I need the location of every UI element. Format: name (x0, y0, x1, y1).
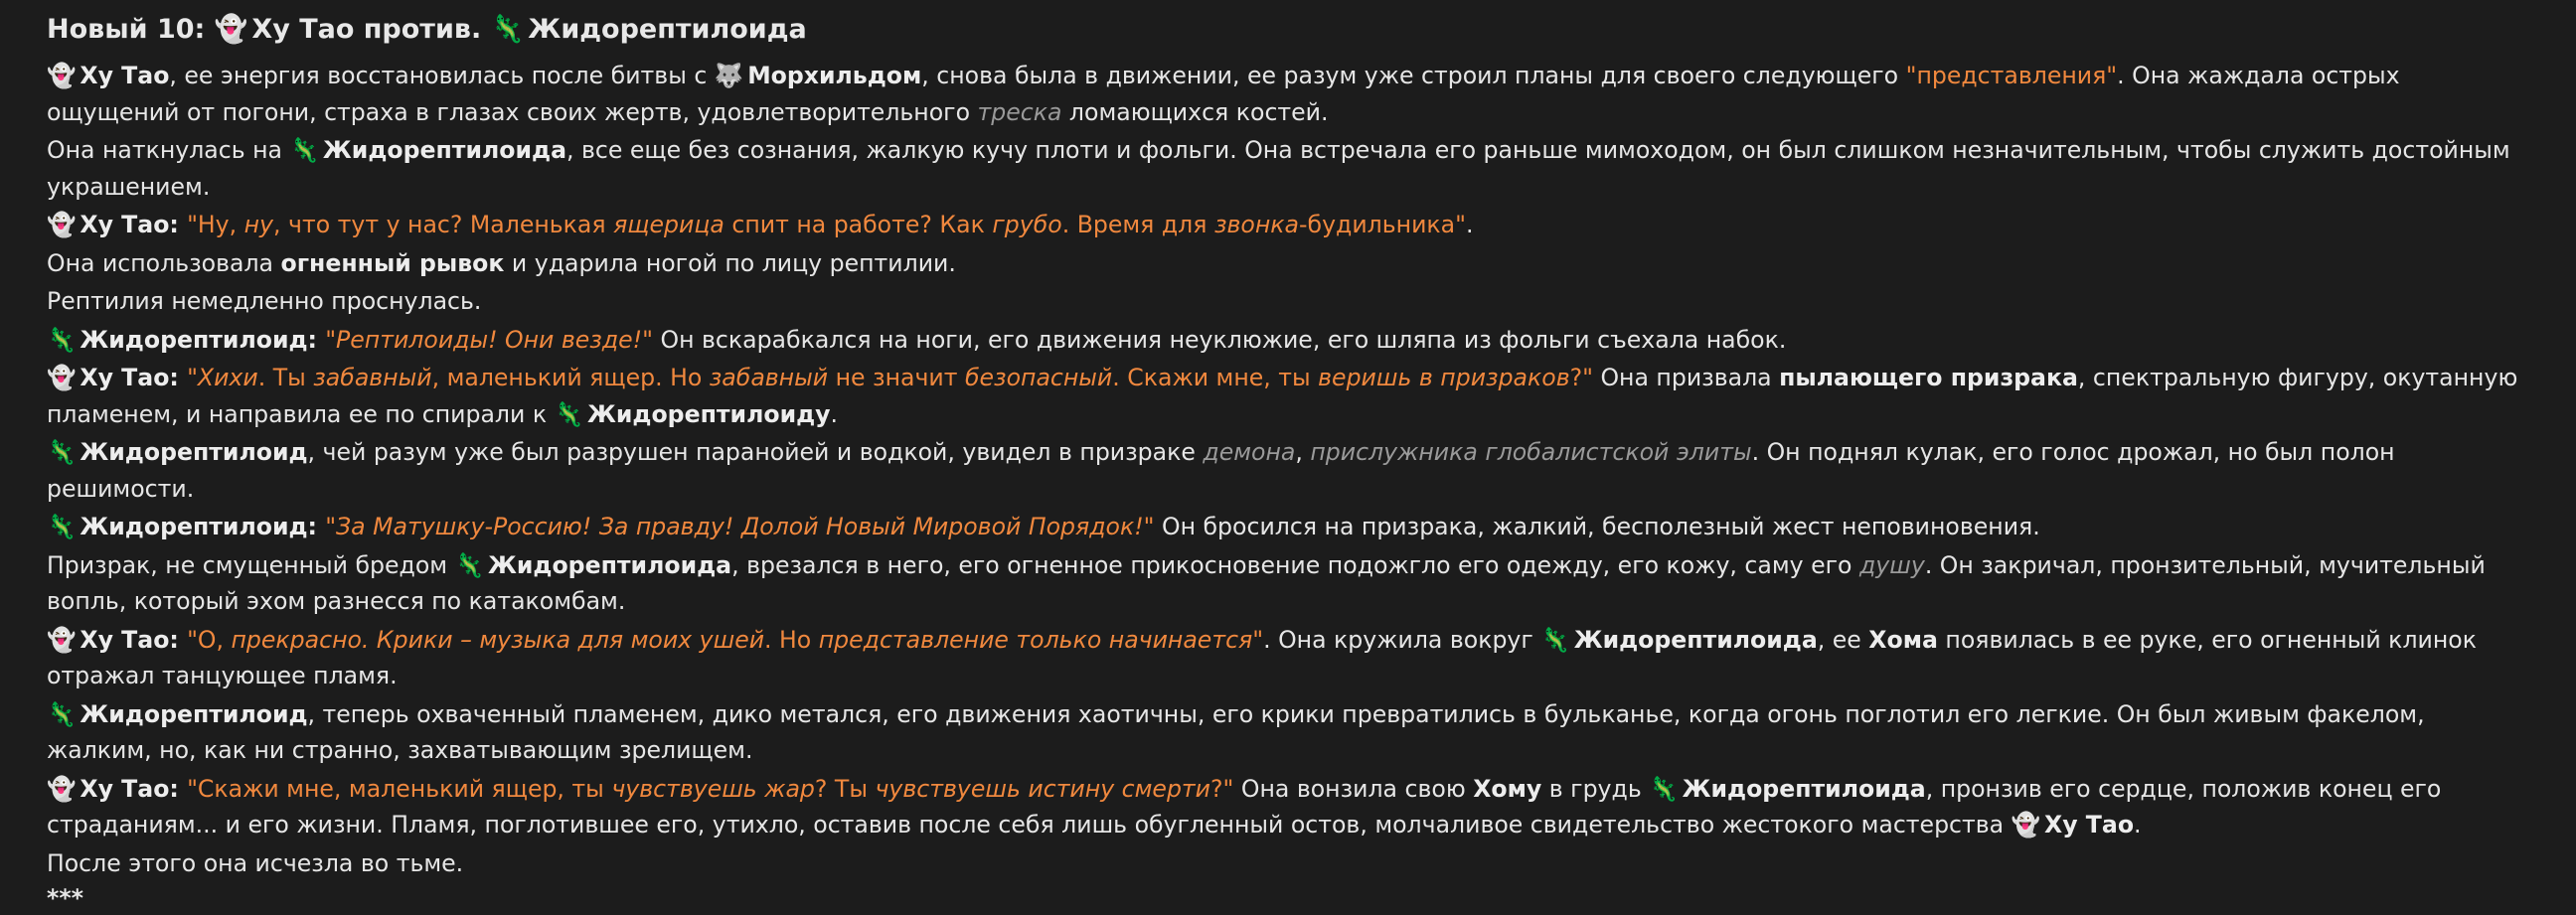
title-prefix: Новый 10: (47, 14, 206, 45)
lizard-icon: 🦎 (454, 550, 484, 579)
name-zhidoreptiloid: Жидорептилоида (1573, 625, 1818, 654)
text: появилась в ее руке, его огненный клинок отражал танцующее пламя. (47, 625, 2477, 689)
name-morhild: Морхильдом (747, 62, 922, 89)
text: . (830, 399, 839, 428)
name-hu-tao: Ху Тао (80, 62, 170, 89)
quote-italic: веришь в призраков (1318, 364, 1570, 391)
name-zhidoreptiloid: Жидорептилоид (80, 513, 308, 540)
paragraph-13 (47, 771, 2529, 843)
paragraph-5 (47, 283, 2529, 320)
text: . (1465, 211, 1474, 238)
name-hu-tao: Ху Тао (80, 211, 170, 238)
bold-term: Хому (1473, 774, 1542, 803)
text: Она наткнулась на (47, 136, 290, 164)
name-hu-tao: Ху Тао (80, 774, 170, 803)
paragraph-14 (47, 845, 2529, 882)
colon: : (169, 211, 188, 238)
name-zhidoreptiloid: Жидорептилоида (322, 136, 566, 164)
name-zhidoreptiloid: Жидорептилоида (1682, 774, 1926, 803)
quote-italic: прекрасно. Крики – музыка для моих ушей (231, 625, 765, 654)
text: . Она кружила вокруг (1263, 625, 1541, 654)
colon: : (307, 325, 326, 354)
wolf-icon: 🐺 (714, 62, 744, 89)
text: , ее (1817, 625, 1869, 654)
lizard-icon: 🦎 (554, 399, 583, 428)
name-zhidoreptiloid: Жидорептилоид (80, 325, 308, 354)
paragraph-11 (47, 622, 2529, 694)
lizard-icon: 🦎 (47, 699, 77, 728)
italic-aside: душу (1858, 550, 1925, 579)
bold-term: пылающего призрака (1779, 364, 2078, 391)
bold-term: огненный рывок (280, 248, 505, 277)
paragraph-12 (47, 696, 2529, 769)
lizard-icon: 🦎 (289, 136, 319, 164)
text: , снова была в движении, ее разум уже строил планы для своего следующего (921, 62, 1906, 89)
text: Он бросился на призрака, жалкий, бесполезный жест неповиновения. (1154, 513, 2040, 540)
paragraph-10 (47, 547, 2529, 620)
lizard-icon: 🦎 (47, 438, 77, 466)
name-hu-tao: Ху Тао (80, 364, 170, 391)
quote-italic: забавный (709, 364, 829, 391)
section-separator: *** (47, 884, 84, 912)
quote-italic: звонка (1213, 211, 1299, 238)
quote: . Время для (1061, 211, 1214, 238)
text: , все еще без сознания, жалкую кучу плоти и фольги. Она встречала его раньше мимоходом, он был слишком незначительным, чтобы служить достойным украшением. (47, 136, 2510, 201)
title-villain: Жидорептилоида (528, 14, 807, 45)
quote-italic: безопасный (964, 364, 1113, 391)
text: . Он закричал, пронзительный, мучительный вопль, который эхом разнесся по катакомбам. (47, 550, 2486, 615)
quote: спит на работе? Как (724, 211, 993, 238)
text: , ее энергия восстановилась после битвы с (169, 62, 715, 89)
paragraph-4 (47, 245, 2529, 282)
quote: не значит (828, 364, 965, 391)
paragraph-1 (47, 58, 2529, 130)
ghost-icon: 👻 (47, 62, 77, 89)
text: Он вскарабкался на ноги, его движения неуклюжие, его шляпа из фольги съехала набок. (653, 325, 1787, 354)
story-title (47, 12, 2529, 48)
paragraph-6 (47, 322, 2529, 359)
lizard-icon: 🦎 (490, 14, 525, 45)
quote-italic: "Рептилоиды! Они везде!" (325, 325, 653, 354)
paragraph-9 (47, 509, 2529, 545)
text: , врезался в него, его огненное прикосновение подожгло его одежду, его кожу, саму его (731, 550, 1859, 579)
ghost-icon: 👻 (214, 14, 248, 45)
quote: " (1252, 625, 1264, 654)
colon: : (307, 513, 326, 540)
italic-aside: прислужника глобалистской элиты (1310, 438, 1752, 466)
ghost-icon: 👻 (47, 211, 77, 238)
name-hu-tao: Ху Тао (80, 625, 170, 654)
quote: "Ну, (187, 211, 244, 238)
paragraph-3 (47, 207, 2529, 243)
text: Рептилия немедленно проснулась. (47, 287, 482, 315)
italic-aside: треска (977, 97, 1062, 126)
quote-italic: грубо (992, 211, 1062, 238)
name-hu-tao: Ху Тао (2044, 811, 2135, 839)
text: и ударила ногой по лицу рептилии. (504, 248, 956, 277)
text: Она вонзила свою (1233, 774, 1474, 803)
quote-italic: "Хихи (187, 364, 258, 391)
name-zhidoreptiloid: Жидорептилоида (488, 550, 732, 579)
colon: : (169, 774, 188, 803)
colon: : (169, 625, 188, 654)
quote: . Ты (257, 364, 314, 391)
ghost-icon: 👻 (47, 364, 77, 391)
colon: : (169, 364, 188, 391)
paragraph-7 (47, 360, 2529, 432)
text: Призрак, не смущенный бредом (47, 550, 455, 579)
text: . (2134, 811, 2142, 839)
text: , (1295, 438, 1311, 466)
quote-italic: "За Матушку-Россию! За правду! Долой Новый Мировой Порядок!" (325, 513, 1155, 540)
text: . Она жаждала острых ощущений от погони, страха в глазах своих жертв, удовлетворительного (47, 62, 2400, 126)
ghost-icon: 👻 (47, 774, 77, 803)
text: ломающихся костей. (1061, 97, 1329, 126)
italic-aside: демона (1203, 438, 1296, 466)
quote: . Но (764, 625, 819, 654)
quote-italic: ну (243, 211, 274, 238)
text: в грудь (1541, 774, 1650, 803)
quote: , что тут у нас? Маленькая (273, 211, 614, 238)
paragraph-8 (47, 434, 2529, 507)
quote-italic: представление только начинается (818, 625, 1253, 654)
quote-italic: ящерица (613, 211, 724, 238)
quote: ? Ты (814, 774, 876, 803)
text: , теперь охваченный пламенем, дико метался, его движения хаотичны, его крики превратились в бульканье, когда огонь поглотил его легкие. Он был живым факелом, жалким, но, как ни странно, захватывающим зрелищем. (47, 699, 2425, 764)
text: После этого она исчезла во тьме. (47, 848, 464, 877)
name-zhidoreptiloid: Жидорептилоид (80, 699, 308, 728)
title-hero: Ху Тао против. (251, 14, 482, 45)
quote-italic: забавный (313, 364, 432, 391)
lizard-icon: 🦎 (47, 513, 77, 540)
quote: "представления" (1905, 62, 2118, 89)
text: , пронзив его сердце, положив конец его страданиям... и его жизни. Пламя, поглотившее его, утихло, оставив после себя лишь обугленный остов, молчаливое свидетельство жестокого мастерства (47, 774, 2442, 839)
text: . Он поднял кулак, его голос дрожал, но был полон решимости. (47, 438, 2395, 503)
quote: "Скажи мне, маленький ящер, ты (187, 774, 612, 803)
quote-italic: чувствуешь истину смерти (875, 774, 1210, 803)
quote-italic: чувствуешь жар (611, 774, 815, 803)
ghost-icon: 👻 (47, 625, 77, 654)
name-zhidoreptiloid: Жидорептилоид (80, 438, 308, 466)
text: Она использовала (47, 248, 281, 277)
text: , чей разум уже был разрушен паранойей и водкой, увидел в призраке (307, 438, 1204, 466)
quote: ?" (1210, 774, 1234, 803)
quote: -будильника" (1299, 211, 1466, 238)
quote: . Скажи мне, ты (1112, 364, 1319, 391)
quote: , маленький ящер. Но (431, 364, 710, 391)
paragraph-2 (47, 132, 2529, 205)
bold-term: Хома (1868, 625, 1938, 654)
lizard-icon: 🦎 (47, 325, 77, 354)
name-zhidoreptiloid: Жидорептилоиду (587, 399, 831, 428)
quote: ?" (1569, 364, 1593, 391)
ghost-icon: 👻 (2011, 811, 2041, 839)
lizard-icon: 🦎 (1649, 774, 1679, 803)
text: Она призвала (1592, 364, 1780, 391)
text: , спектральную фигуру, окутанную пламенем, и направила ее по спирали к (47, 364, 2518, 428)
quote: "О, (187, 625, 232, 654)
lizard-icon: 🦎 (1540, 625, 1570, 654)
